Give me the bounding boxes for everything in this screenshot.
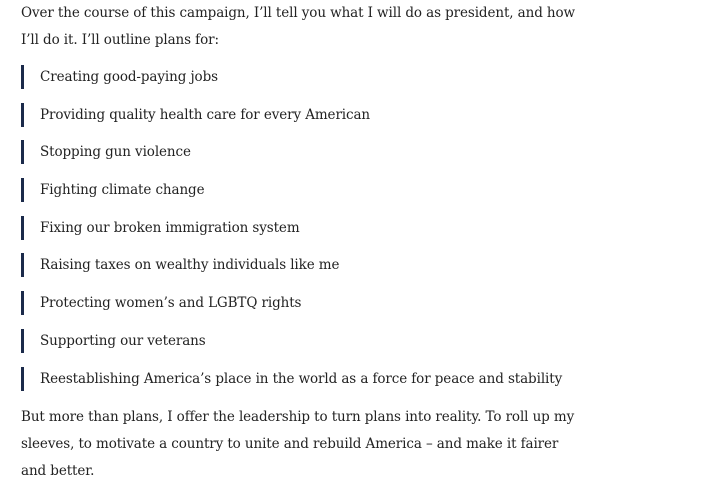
plan-text: Creating good-paying jobs (40, 69, 218, 85)
accent-bar (21, 291, 24, 315)
plan-text: Providing quality health care for every American (40, 106, 371, 123)
plan-text: Supporting our veterans (40, 332, 206, 349)
list-item (21, 367, 581, 405)
intro-paragraph: Over the course of this campaign, I’ll tell you what I will do as president, and how I’ll do it. I’ll outline plans for: (21, 5, 575, 48)
plan-text: Reestablishing America’s place in the world as a force for peace and stability (40, 370, 563, 387)
accent-bar (21, 216, 24, 240)
plan-text: Fixing our broken immigration system (40, 219, 300, 236)
plan-text: Fighting climate change (40, 182, 205, 199)
plan-text: Protecting women’s and LGBTQ rights (40, 295, 302, 312)
list-item (21, 178, 581, 216)
accent-bar (21, 367, 24, 391)
accent-bar (21, 329, 24, 353)
accent-bar (21, 253, 24, 277)
list-item (21, 103, 581, 141)
plan-text: Stopping gun violence (40, 144, 191, 161)
list-item (21, 65, 581, 103)
list-item (21, 216, 581, 254)
plan-text: Raising taxes on wealthy individuals like me (40, 257, 340, 274)
list-item (21, 291, 581, 329)
accent-bar (21, 178, 24, 202)
outro-paragraph: But more than plans, I offer the leadership to turn plans into reality. To roll up my sleeves, to motivate a country to unite and rebuild America – and make it fairer and better. (21, 409, 575, 480)
accent-bar (21, 65, 24, 89)
plans-list (21, 65, 581, 404)
accent-bar (21, 140, 24, 164)
list-item (21, 253, 581, 291)
list-item (21, 140, 581, 178)
list-item (21, 329, 581, 367)
article-body (21, 0, 581, 485)
accent-bar (21, 103, 24, 127)
